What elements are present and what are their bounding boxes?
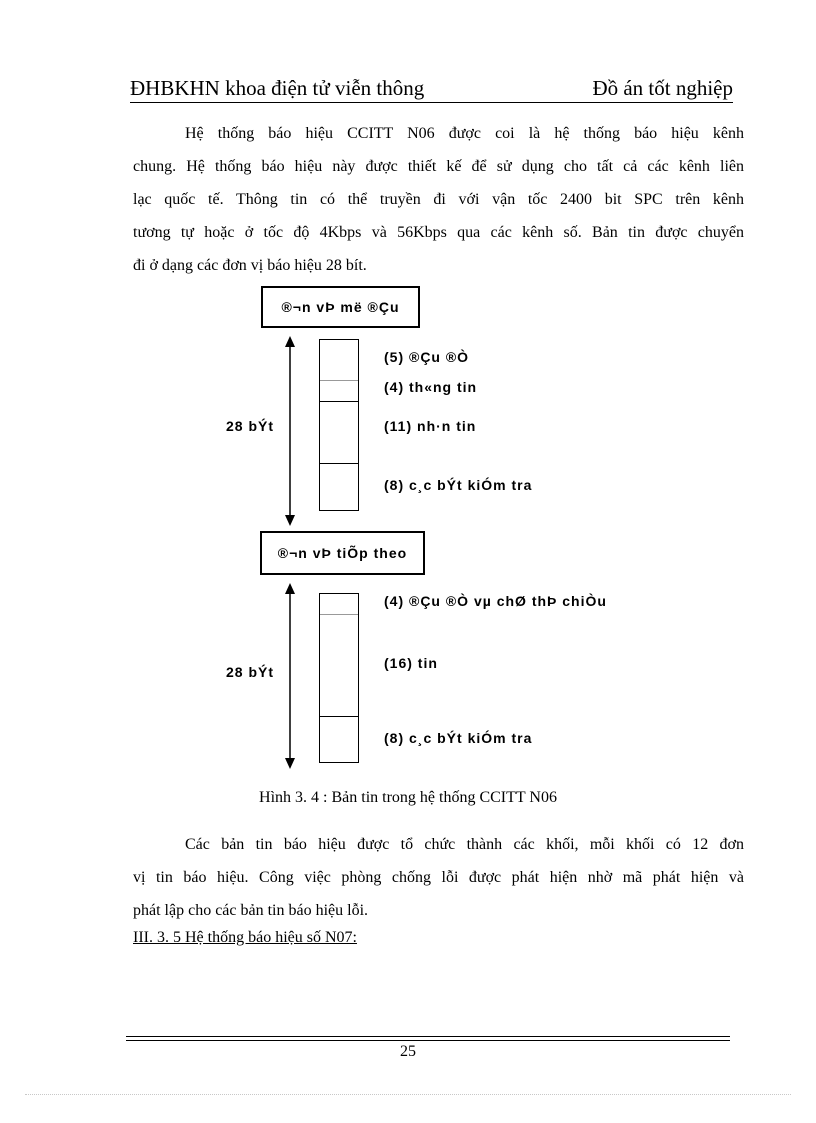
second-unit-column [319, 593, 359, 763]
field-label: (4) ®Çu ®Ò vµ chØ thÞ chiÒu [384, 593, 607, 609]
footer-rule [126, 1040, 730, 1041]
field-divider [320, 463, 358, 464]
subsequent-unit-label: ®¬n vÞ tiÕp theo [277, 545, 408, 561]
field-divider [320, 380, 358, 381]
field-divider [320, 716, 358, 717]
field-label: (5) ®Çu ®Ò [384, 349, 470, 365]
section-heading: III. 3. 5 Hệ thống báo hiệu số N07: [133, 929, 357, 946]
field-label: (8) c¸c bÝt kiÓm tra [384, 730, 533, 746]
paragraph-line: đi ở dạng các đơn vị báo hiệu 28 bít. [133, 257, 367, 274]
size-arrow-1 [281, 336, 299, 526]
page-number: 25 [400, 1043, 416, 1060]
footer-rule [126, 1036, 730, 1037]
header-rule [130, 102, 733, 103]
paragraph-line: phát lập cho các bản tin báo hiệu lỗi. [133, 902, 369, 919]
size-label-2: 28 bÝt [226, 664, 275, 680]
paragraph-line: Các bản tin báo hiệu được tổ chức thành các khối, mỗi khối có 12 đơn [185, 836, 744, 853]
page-header [130, 76, 733, 104]
header-right: Đồ án tốt nghiệp [592, 76, 733, 100]
field-label: (11) nh·n tin [384, 418, 477, 434]
field-divider [320, 401, 358, 402]
subsequent-unit-box [260, 531, 425, 575]
first-unit-column [319, 339, 359, 511]
field-divider [320, 614, 358, 615]
page-bottom-dotted-line [25, 1094, 791, 1095]
size-arrow-2 [281, 583, 299, 769]
header-left: ĐHBKHN khoa điện tử viễn thông [130, 76, 425, 100]
second-paragraph [133, 828, 744, 927]
initial-unit-box [261, 286, 420, 328]
paragraph-line: chung. Hệ thống báo hiệu này được thiết kế để sử dụng cho tất cả các kênh liên [133, 158, 744, 175]
paragraph-line: Hệ thống báo hiệu CCITT N06 được coi là hệ thống báo hiệu kênh [185, 125, 744, 142]
field-label: (8) c¸c bÝt kiÓm tra [384, 477, 533, 493]
initial-unit-label: ®¬n vÞ më ®Çu [281, 299, 400, 315]
paragraph-line: vị tin báo hiệu. Công việc phòng chống lỗi được phát hiện nhờ mã phát hiện và [133, 869, 744, 886]
paragraph-line: tương tự hoặc ở tốc độ 4Kbps và 56Kbps qua các kênh số. Bản tin được chuyển [133, 224, 744, 241]
paragraph-line: lạc quốc tế. Thông tin có thể truyền đi với vận tốc 2400 bit SPC trên kênh [133, 191, 744, 208]
figure-caption: Hình 3. 4 : Bản tin trong hệ thống CCITT N06 [259, 789, 557, 806]
intro-paragraph [133, 117, 744, 282]
field-label: (4) th«ng tin [384, 379, 478, 395]
size-label-1: 28 bÝt [226, 418, 275, 434]
field-label: (16) tin [384, 655, 438, 671]
